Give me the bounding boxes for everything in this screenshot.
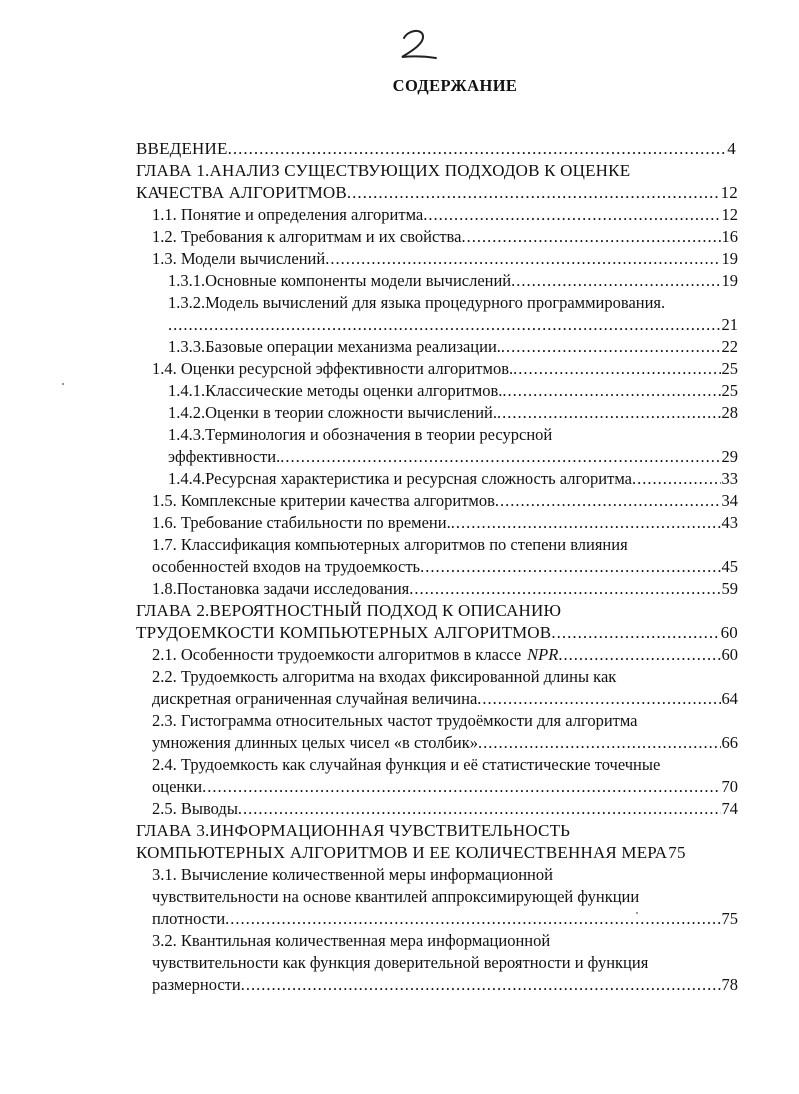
toc-chapter-2: ТРУДОЕМКОСТИ КОМПЬЮТЕРНЫХ АЛГОРИТМОВ ..... 60 [136,622,738,644]
page-number: 60 [720,623,738,642]
toc-entry-1-4-1: 1.4.1.Классические методы оценки алгоритмов. ..... 25 [168,380,738,402]
toc-entry-1-7-title: 1.7. Классификация компьютерных алгоритмов по степени влияния [152,535,628,554]
page-number: 21 [721,315,738,334]
toc-chapter-2-title: ГЛАВА 2.ВЕРОЯТНОСТНЫЙ ПОДХОД К ОПИСАНИЮ [136,601,562,620]
page-number: 64 [721,689,738,708]
toc-entry-1-6: 1.6. Требование стабильности по времени. ..... 43 [152,512,738,534]
page-number: 60 [721,645,738,664]
toc-chapter-1: КАЧЕСТВА АЛГОРИТМОВ ..... 12 [136,182,738,204]
toc-entry-1-3-3: 1.3.3.Базовые операции механизма реализации. ..... 22 [168,336,738,358]
page-number: 22 [721,337,738,356]
toc-chapter-3: КОМПЬЮТЕРНЫХ АЛГОРИТМОВ И ЕЕ КОЛИЧЕСТВЕННАЯ МЕРА 75 [136,843,686,862]
page-number: 45 [721,557,738,576]
toc-entry-1-4-4: 1.4.4.Ресурсная характеристика и ресурсная сложность алгоритма ..... 33 [168,468,738,490]
toc-chapter-1-title: ГЛАВА 1.АНАЛИЗ СУЩЕСТВУЮЩИХ ПОДХОДОВ К ОЦЕНКЕ [136,161,631,180]
handwritten-page-number [396,26,442,66]
page-number: 12 [721,205,738,224]
toc-entry-3-1: плотности ..... 75 [152,908,738,930]
toc-entry-3-2-title: 3.2. Квантильная количественная мера информационной [152,931,551,950]
page-number: 33 [721,469,738,488]
page-title: СОДЕРЖАНИЕ [392,76,518,95]
page-number: 78 [721,975,738,994]
toc-entry-1-4-2: 1.4.2.Оценки в теории сложности вычислений. ..... 28 [168,402,738,424]
toc-entry-2-3: умножения длинных целых чисел «в столбик» ..... 66 [152,732,738,754]
toc-entry-1-8: 1.8.Постановка задачи исследования ..... 59 [152,578,738,600]
page-number: 29 [721,447,738,466]
toc-entry-2-2: дискретная ограниченная случайная величина ..... 64 [152,688,738,710]
toc-entry-3-1-cont: чувствительности на основе квантилей аппроксимирующей функции [152,887,640,906]
class-npr: NPR [527,645,559,664]
page-number: 25 [721,359,738,378]
page-number: 70 [721,777,738,796]
page-number: 28 [721,403,738,422]
toc-entry-1-3-2-title: 1.3.2.Модель вычислений для языка процедурного программирования. [168,293,666,312]
toc-entry-2-3-title: 2.3. Гистограмма относительных частот трудоёмкости для алгоритма [152,711,638,730]
toc-entry-introduction: ВВЕДЕНИЕ ..... 4 [136,138,736,160]
toc-entry-3-1-title: 3.1. Вычисление количественной меры информационной [152,865,553,884]
toc-entry-1-4: 1.4. Оценки ресурсной эффективности алгоритмов. ..... 25 [152,358,738,380]
page-number: 66 [721,733,738,752]
page-number: 19 [721,271,738,290]
toc-entry-1-5: 1.5. Комплексные критерии качества алгоритмов ..... 34 [152,490,738,512]
toc-entry-3-2-cont: чувствительности как функция доверительной вероятности и функция [152,953,649,972]
toc-entry-1-4-3: эффективности. ..... 29 [168,446,738,468]
toc-entry-2-4-title: 2.4. Трудоемкость как случайная функция и её статистические точечные [152,755,661,774]
page-number: 4 [727,139,736,158]
page-number: 59 [721,579,738,598]
toc-entry-1-3-1: 1.3.1.Основные компоненты модели вычислений ..... 19 [168,270,738,292]
toc-entry-2-4: оценки ..... 70 [152,776,738,798]
page-number: 12 [720,183,738,202]
toc-entry-1-2: 1.2. Требования к алгоритмам и их свойства ..... 16 [152,226,738,248]
page-number: 74 [721,799,738,818]
scan-speck [636,912,638,914]
page-number: 34 [721,491,738,510]
toc-entry-1-3: 1.3. Модели вычислений ..... 19 [152,248,738,270]
toc-entry-2-2-title: 2.2. Трудоемкость алгоритма на входах фиксированной длины как [152,667,617,686]
toc-entry-1-7: особенностей входов на трудоемкость ..... 45 [152,556,738,578]
toc-entry-3-2: размерности ..... 78 [152,974,738,996]
page-number: 25 [721,381,738,400]
page-number: 16 [721,227,738,246]
page-number: 19 [721,249,738,268]
scan-speck [62,383,64,385]
toc-entry-1-3-2 [168,314,738,336]
toc-entry-2-1: 2.1. Особенности трудоемкости алгоритмов в классе NPR ..... 60 [152,644,738,666]
toc-entry-1-1: 1.1. Понятие и определения алгоритма ..... 12 [152,204,738,226]
toc-entry-2-5: 2.5. Выводы ..... 74 [152,798,738,820]
toc-entry-1-4-3-title: 1.4.3.Терминология и обозначения в теории ресурсной [168,425,553,444]
page-number: 75 [668,843,686,862]
toc-chapter-3-title: ГЛАВА 3.ИНФОРМАЦИОННАЯ ЧУВСТВИТЕЛЬНОСТЬ [136,821,571,840]
page-number: 75 [721,909,738,928]
page-number: 43 [721,513,738,532]
